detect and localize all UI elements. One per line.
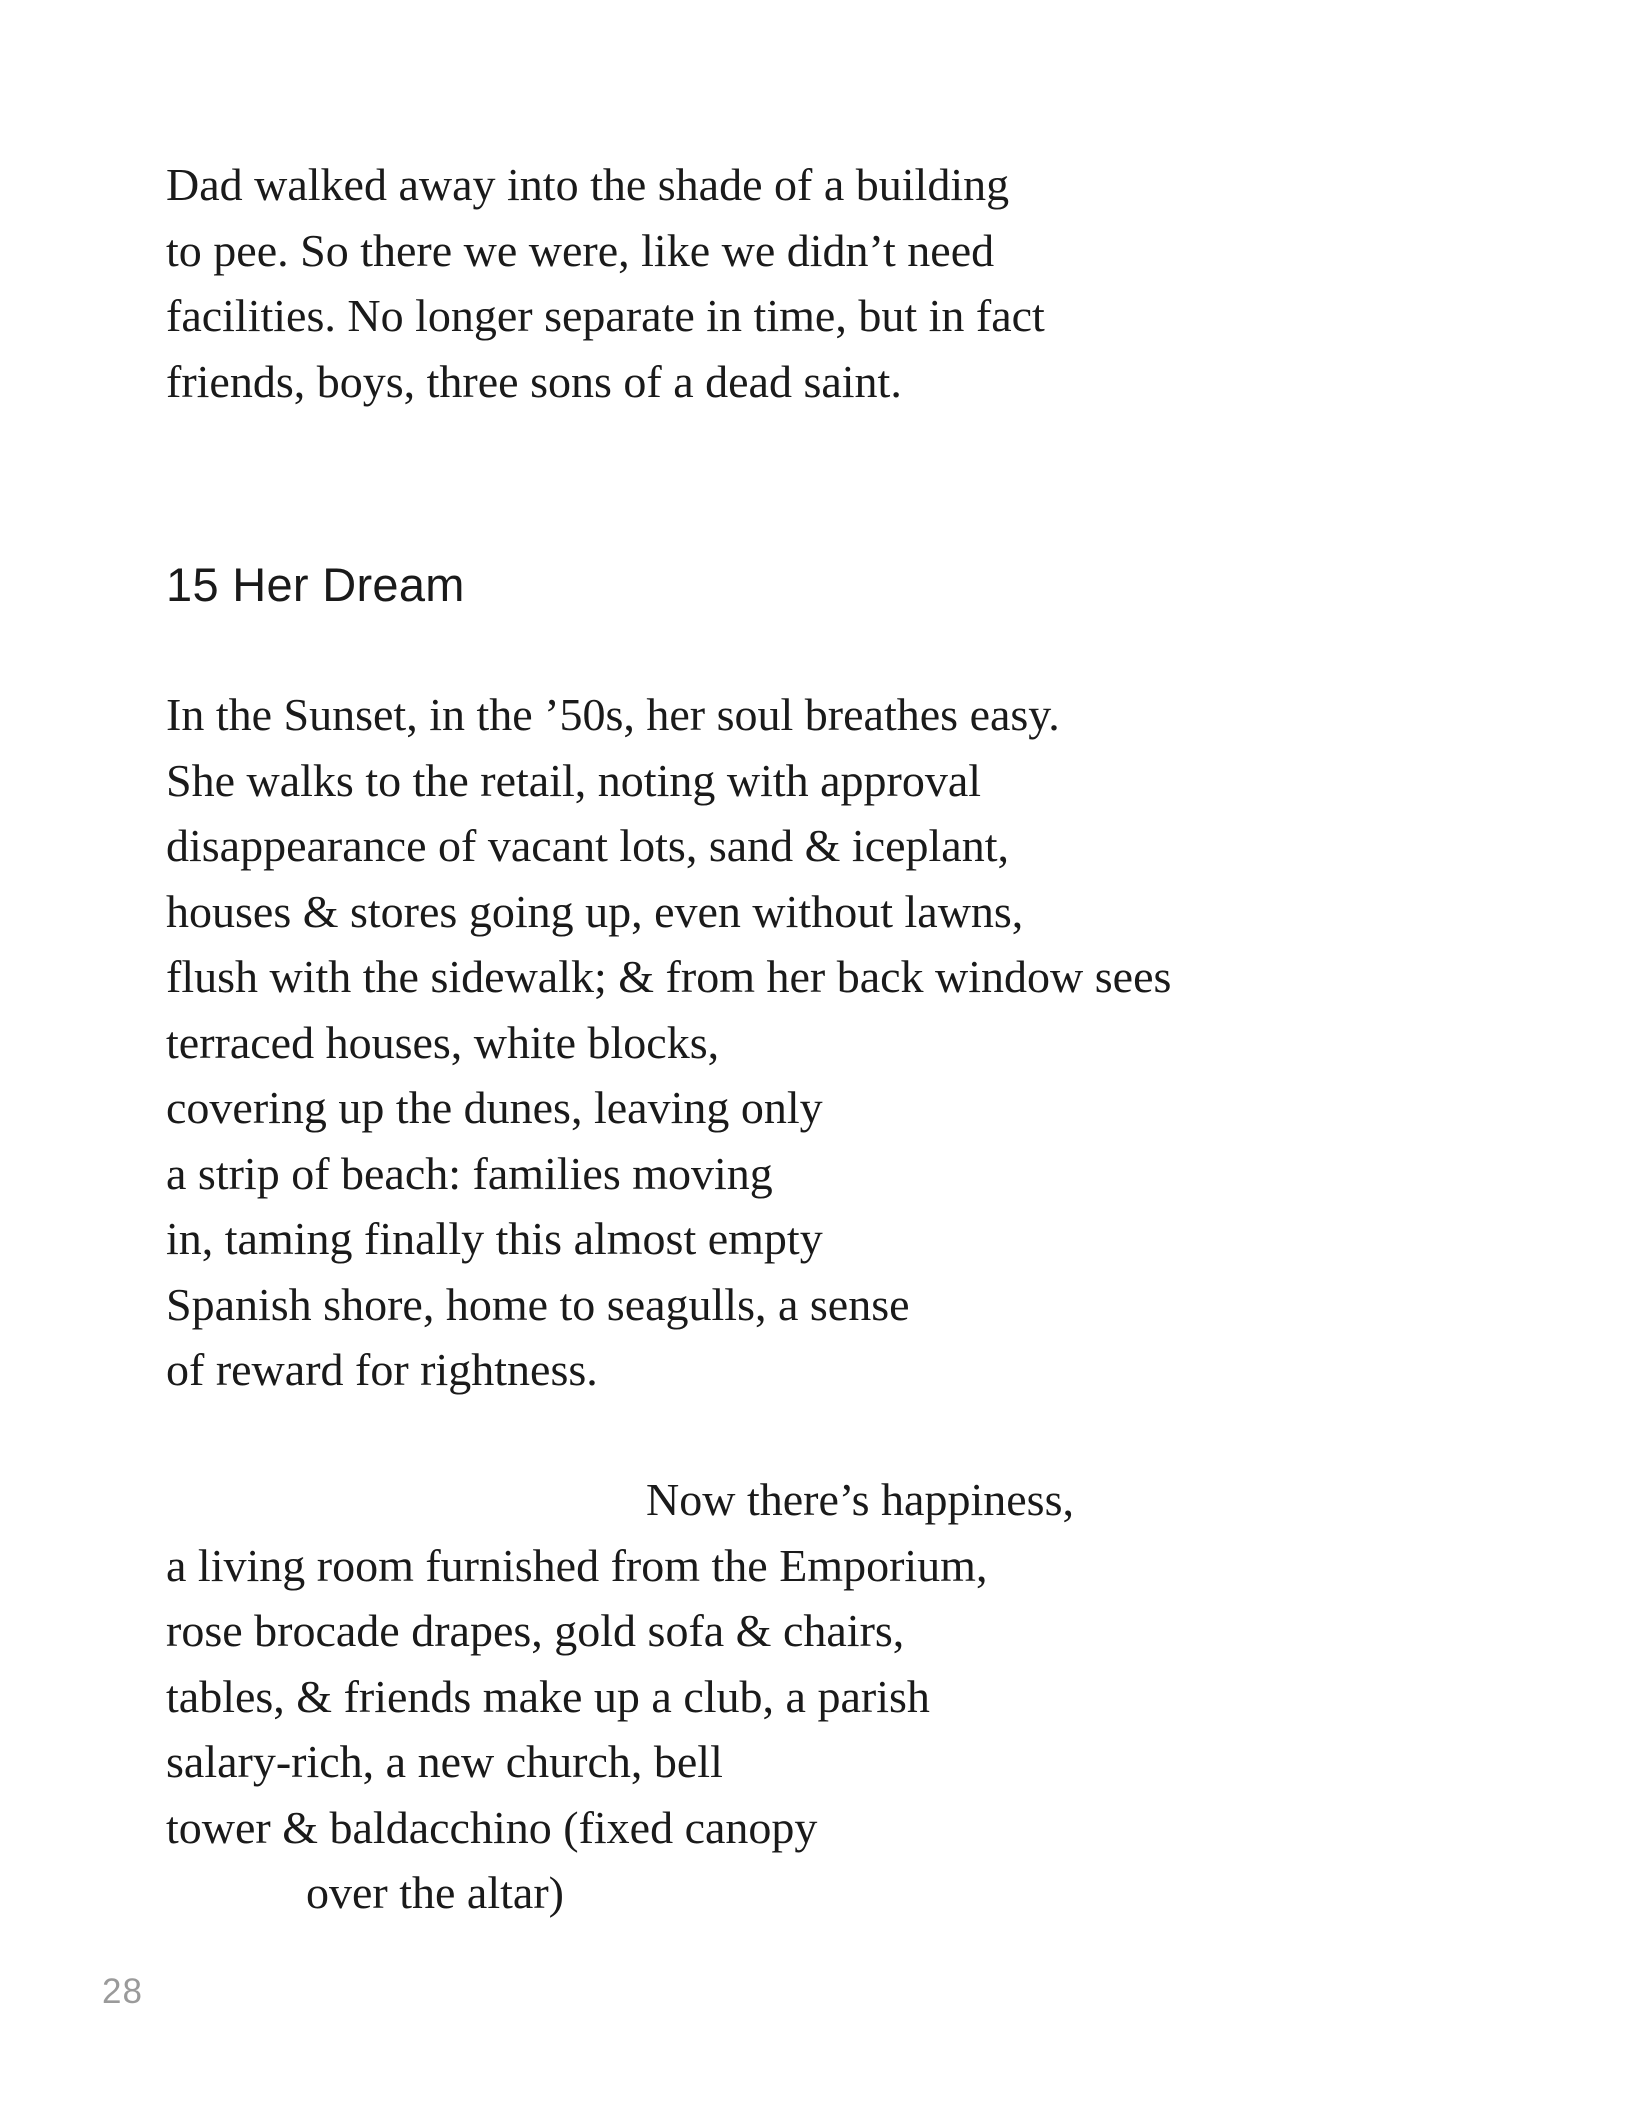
poem-line-indented: Now there’s happiness, [646, 1474, 1074, 1525]
poem-line: She walks to the retail, noting with approval [166, 754, 982, 806]
poem-line: terraced houses, white blocks, [166, 1016, 720, 1068]
poem-line: tower & baldacchino (fixed canopy [166, 1801, 818, 1853]
poem-line: tables, & friends make up a club, a parish [166, 1670, 930, 1722]
poem-line: a strip of beach: families moving [166, 1147, 773, 1199]
poem-line: to pee. So there we were, like we didn’t need [166, 224, 995, 276]
stanza-two [166, 1467, 1074, 1926]
page-number: 28 [102, 1972, 143, 2011]
poem-line: facilities. No longer separate in time, but in fact [166, 290, 1045, 341]
poem-line: rose brocade drapes, gold sofa & chairs, [166, 1605, 905, 1656]
poem-line: salary-rich, a new church, bell [166, 1736, 723, 1787]
poem-line: Dad walked away into the shade of a building [166, 159, 1010, 210]
poem-line: flush with the sidewalk; & from her back window sees [166, 951, 1172, 1002]
poem-line-indented: over the altar) [306, 1867, 564, 1918]
poem-line: Spanish shore, home to seagulls, a sense [166, 1278, 910, 1330]
poem-line: disappearance of vacant lots, sand & iceplant, [166, 820, 1010, 871]
poem-line: a living room furnished from the Emporium, [166, 1539, 988, 1591]
intro-stanza [166, 152, 1045, 414]
poem-line: of reward for rightness. [166, 1344, 598, 1395]
section-heading: 15 Her Dream [166, 558, 465, 611]
stanza-one [166, 682, 1171, 1403]
poem-line: houses & stores going up, even without lawns, [166, 885, 1024, 937]
poem-line: In the Sunset, in the ’50s, her soul breathes easy. [166, 689, 1060, 740]
poem-line: in, taming finally this almost empty [166, 1213, 823, 1264]
poem-line: friends, boys, three sons of a dead saint. [166, 355, 902, 407]
poem-line: covering up the dunes, leaving only [166, 1082, 823, 1133]
